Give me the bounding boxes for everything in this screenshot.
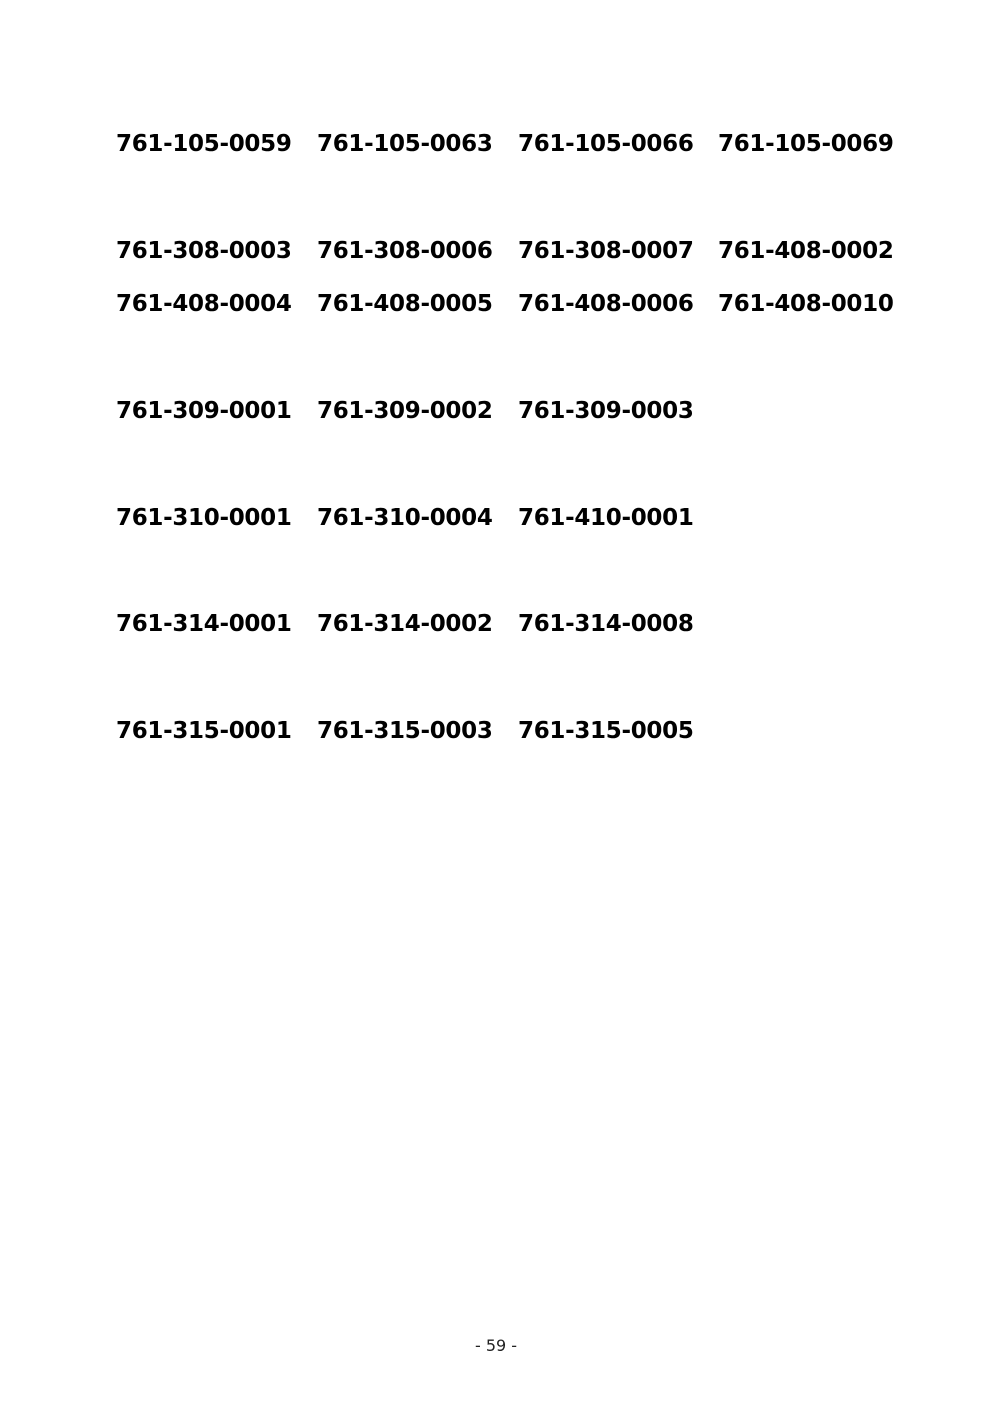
code-entry: 761-408-0006 [518, 291, 694, 317]
code-entry: 761-310-0004 [317, 505, 493, 531]
code-entry: 761-105-0069 [718, 131, 894, 157]
code-entry: 761-408-0002 [718, 238, 894, 264]
code-entry: 761-408-0010 [718, 291, 894, 317]
code-entry: 761-315-0001 [116, 718, 292, 744]
code-entry: 761-308-0007 [518, 238, 694, 264]
code-entry: 761-408-0004 [116, 291, 292, 317]
code-entry: 761-308-0006 [317, 238, 493, 264]
page-number: - 59 - [474, 1336, 518, 1355]
code-entry: 761-408-0005 [317, 291, 493, 317]
code-entry: 761-314-0008 [518, 611, 694, 637]
code-entry: 761-315-0003 [317, 718, 493, 744]
code-entry: 761-410-0001 [518, 505, 694, 531]
code-entry: 761-105-0063 [317, 131, 493, 157]
code-entry: 761-309-0002 [317, 398, 493, 424]
code-entry: 761-105-0066 [518, 131, 694, 157]
code-entry: 761-105-0059 [116, 131, 292, 157]
code-entry: 761-314-0002 [317, 611, 493, 637]
code-entry: 761-314-0001 [116, 611, 292, 637]
code-entry: 761-309-0003 [518, 398, 694, 424]
code-entry: 761-309-0001 [116, 398, 292, 424]
code-entry: 761-310-0001 [116, 505, 292, 531]
code-entry: 761-308-0003 [116, 238, 292, 264]
code-entry: 761-315-0005 [518, 718, 694, 744]
